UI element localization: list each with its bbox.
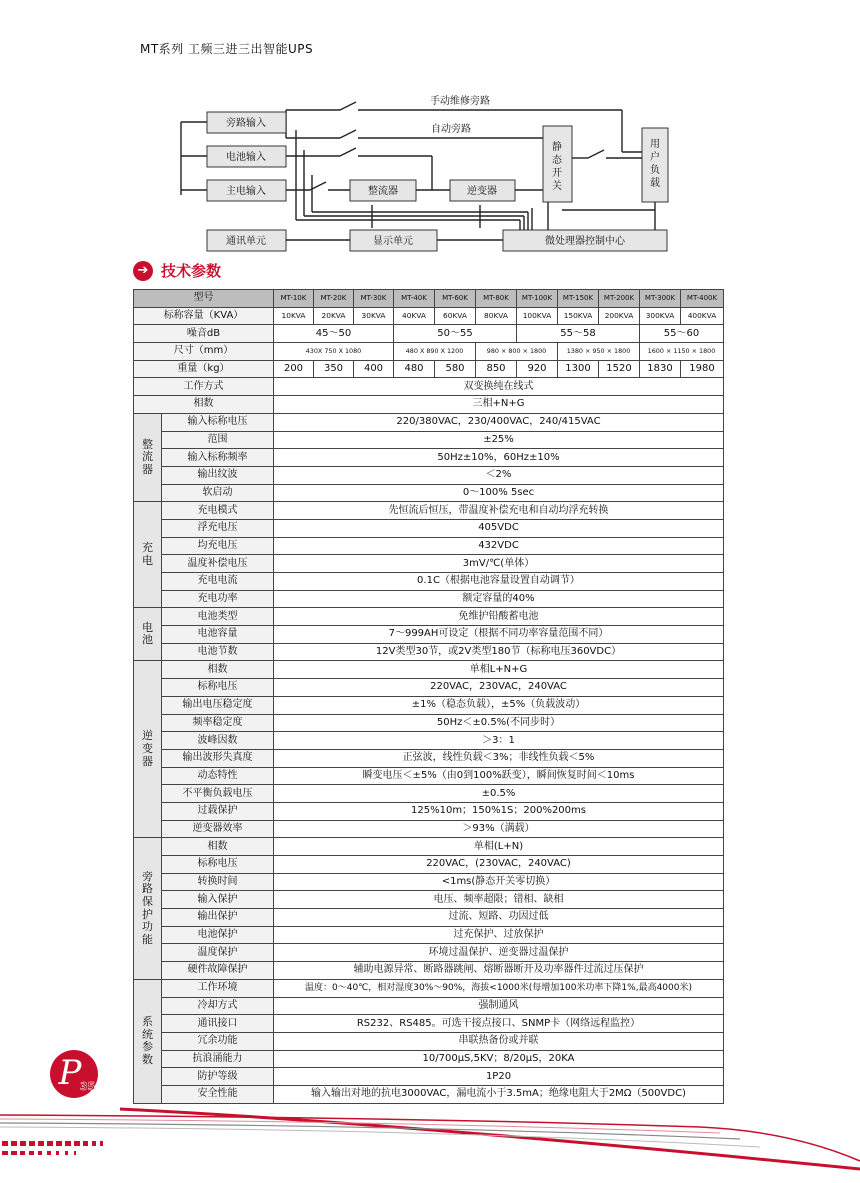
param-value: 温度：0～40℃，相对湿度30%～90%，海拔<1000米(每增加100米功率下降1%,最高4000米) (274, 979, 724, 997)
spec-row (134, 767, 724, 785)
capacity-cell: 300KVA (640, 307, 681, 325)
param-label: 不平衡负载电压 (162, 785, 274, 803)
param-value: 额定容量的40% (274, 590, 724, 608)
spec-row (134, 466, 724, 484)
param-label: 充电模式 (162, 502, 274, 520)
weight-cell: 400 (354, 360, 394, 378)
size-cell: 980 × 800 × 1800 (476, 343, 558, 361)
phase-label: 相数 (134, 396, 274, 414)
spec-row (134, 873, 724, 891)
weight-cell: 1520 (599, 360, 640, 378)
noise-cell: 50～55 (394, 325, 517, 343)
param-label: 相数 (162, 661, 274, 679)
noise-cell: 55～60 (640, 325, 724, 343)
weight-cell: 1300 (558, 360, 599, 378)
param-value: 免维护铅酸蓄电池 (274, 608, 724, 626)
param-value: ＞93%（满载） (274, 820, 724, 838)
main-input-label: 主电输入 (226, 186, 266, 197)
param-label: 输出保护 (162, 909, 274, 927)
size-label: 尺寸（mm） (134, 343, 274, 361)
model-cell: MT-80K (476, 290, 517, 308)
group-name: 旁路保护功能 (142, 869, 153, 946)
arrow-circle-icon: ➔ (133, 261, 153, 281)
param-value: RS232、RS485。可选干接点接口、SNMP卡（网络远程监控） (274, 1015, 724, 1033)
phase-value: 三相+N+G (274, 396, 724, 414)
section-header (133, 260, 221, 281)
spec-row (134, 749, 724, 767)
model-row (134, 290, 724, 308)
spec-table (133, 289, 724, 1104)
model-cell: MT-150K (558, 290, 599, 308)
param-value: 过流、短路、功因过低 (274, 909, 724, 927)
spec-row (134, 1085, 724, 1103)
param-label: 电池容量 (162, 626, 274, 644)
param-value: ±0.5% (274, 785, 724, 803)
static-switch-char: 开 (552, 168, 562, 179)
size-row (134, 343, 724, 361)
param-value: 3mV/℃(单体） (274, 555, 724, 573)
param-label: 输入标称电压 (162, 413, 274, 431)
work-mode-label: 工作方式 (134, 378, 274, 396)
spec-row (134, 573, 724, 591)
param-label: 充电电流 (162, 573, 274, 591)
param-label: 转换时间 (162, 873, 274, 891)
spec-row (134, 714, 724, 732)
group-name: 充电 (142, 541, 153, 567)
param-value: 单相L+N+G (274, 661, 724, 679)
model-cell: MT-30K (354, 290, 394, 308)
noise-cell: 45～50 (274, 325, 394, 343)
param-label: 安全性能 (162, 1085, 274, 1103)
param-label: 冷却方式 (162, 997, 274, 1015)
user-load-char: 负 (650, 165, 660, 176)
ups-block-diagram (0, 0, 860, 270)
param-value: 先恒流后恒压，带温度补偿充电和自动均浮充转换 (274, 502, 724, 520)
param-value: <1ms(静态开关零切换） (274, 873, 724, 891)
bottom-decoration (0, 1105, 860, 1183)
spec-row (134, 449, 724, 467)
param-value: 环境过温保护、逆变器过温保护 (274, 944, 724, 962)
model-cell: MT-60K (435, 290, 476, 308)
param-label: 动态特性 (162, 767, 274, 785)
spec-row (134, 856, 724, 874)
model-cell: MT-300K (640, 290, 681, 308)
display-unit-label: 显示单元 (373, 236, 413, 247)
weight-cell: 200 (274, 360, 314, 378)
param-label: 均充电压 (162, 537, 274, 555)
capacity-cell: 80KVA (476, 307, 517, 325)
param-value: 辅助电源异常、断路器跳闸、熔断器断开及功率器件过流过压保护 (274, 962, 724, 980)
param-value: 125%10m；150%1S；200%200ms (274, 802, 724, 820)
battery-input-label: 电池输入 (226, 152, 266, 163)
manual-bypass-label: 手动维修旁路 (430, 96, 490, 107)
weight-cell: 480 (394, 360, 435, 378)
weight-cell: 850 (476, 360, 517, 378)
user-load-char: 载 (650, 178, 660, 189)
group-name: 逆变器 (142, 729, 153, 768)
param-label: 输出电压稳定度 (162, 696, 274, 714)
model-cell: MT-100K (517, 290, 558, 308)
weight-row (134, 360, 724, 378)
capacity-row (134, 307, 724, 325)
param-label: 波峰因数 (162, 732, 274, 750)
param-label: 温度补偿电压 (162, 555, 274, 573)
capacity-cell: 20KVA (314, 307, 354, 325)
spec-row (134, 838, 724, 856)
spec-row (134, 661, 724, 679)
page-title: MT系列 工频三进三出智能UPS (140, 42, 314, 56)
svg-text:P: P (58, 1053, 82, 1093)
group-name: 整流器 (142, 437, 153, 476)
work-mode-row (134, 378, 724, 396)
param-value: 过充保护、过放保护 (274, 926, 724, 944)
param-label: 抗浪涌能力 (162, 1050, 274, 1068)
spec-row (134, 608, 724, 626)
comm-unit-label: 通讯单元 (226, 236, 266, 247)
spec-row (134, 732, 724, 750)
spec-row (134, 926, 724, 944)
param-value: 正弦波，线性负载＜3%；非线性负载＜5% (274, 749, 724, 767)
param-label: 标称电压 (162, 679, 274, 697)
size-cell: 480 X 890 X 1200 (394, 343, 476, 361)
rectifier-label: 整流器 (368, 186, 398, 197)
param-label: 过载保护 (162, 802, 274, 820)
spec-row (134, 1050, 724, 1068)
model-label: 型号 (134, 290, 274, 308)
param-value: 50Hz±10%，60Hz±10% (274, 449, 724, 467)
param-label: 输入保护 (162, 891, 274, 909)
param-label: 充电功率 (162, 590, 274, 608)
param-value: 电压、频率超限；错相、缺相 (274, 891, 724, 909)
param-label: 软启动 (162, 484, 274, 502)
capacity-cell: 40KVA (394, 307, 435, 325)
param-value: 432VDC (274, 537, 724, 555)
param-label: 逆变器效率 (162, 820, 274, 838)
param-value: 405VDC (274, 519, 724, 537)
weight-cell: 580 (435, 360, 476, 378)
capacity-cell: 200KVA (599, 307, 640, 325)
noise-label: 噪音dB (134, 325, 274, 343)
model-cell: MT-40K (394, 290, 435, 308)
param-value: 0～100% 5sec (274, 484, 724, 502)
weight-cell: 920 (517, 360, 558, 378)
capacity-cell: 30KVA (354, 307, 394, 325)
spec-row (134, 626, 724, 644)
param-label: 输入标称频率 (162, 449, 274, 467)
param-value: 瞬变电压＜±5%（由0到100%跃变），瞬间恢复时间＜10ms (274, 767, 724, 785)
spec-row (134, 891, 724, 909)
param-label: 防护等级 (162, 1068, 274, 1086)
spec-row (134, 519, 724, 537)
capacity-cell: 60KVA (435, 307, 476, 325)
param-label: 输出波形失真度 (162, 749, 274, 767)
spec-row (134, 997, 724, 1015)
group-label (134, 979, 162, 1103)
param-label: 温度保护 (162, 944, 274, 962)
brand-logo (48, 1048, 100, 1100)
spec-row (134, 1015, 724, 1033)
noise-row (134, 325, 724, 343)
spec-row (134, 555, 724, 573)
svg-text:35: 35 (80, 1080, 96, 1093)
param-value: 单相(L+N) (274, 838, 724, 856)
param-value: ＞3：1 (274, 732, 724, 750)
spec-row (134, 785, 724, 803)
size-cell: 430X 750 X 1080 (274, 343, 394, 361)
phase-row (134, 396, 724, 414)
param-value: 7～999AH可设定（根据不同功率容量范围不同） (274, 626, 724, 644)
param-label: 浮充电压 (162, 519, 274, 537)
group-name: 电池 (142, 620, 153, 647)
param-label: 相数 (162, 838, 274, 856)
weight-cell: 1830 (640, 360, 681, 378)
capacity-cell: 10KVA (274, 307, 314, 325)
spec-row (134, 909, 724, 927)
user-load-char: 用 (650, 139, 660, 150)
model-cell: MT-10K (274, 290, 314, 308)
spec-row (134, 413, 724, 431)
spec-row (134, 979, 724, 997)
spec-row (134, 679, 724, 697)
spec-row (134, 537, 724, 555)
param-value: 220VAC，(230VAC，240VAC) (274, 856, 724, 874)
model-cell: MT-200K (599, 290, 640, 308)
user-load-char: 户 (650, 152, 660, 163)
param-value: ±25% (274, 431, 724, 449)
capacity-label: 标称容量（KVA） (134, 307, 274, 325)
inverter-label: 逆变器 (467, 186, 497, 197)
param-value: ±1%（稳态负载），±5%（负载波动） (274, 696, 724, 714)
noise-cell: 55～58 (517, 325, 640, 343)
param-value: 220/380VAC，230/400VAC，240/415VAC (274, 413, 724, 431)
spec-row (134, 643, 724, 661)
spec-row (134, 820, 724, 838)
spec-row (134, 696, 724, 714)
size-cell: 1380 × 950 × 1800 (558, 343, 640, 361)
param-value: ＜2% (274, 466, 724, 484)
param-label: 电池保护 (162, 926, 274, 944)
capacity-cell: 150KVA (558, 307, 599, 325)
section-title: 技术参数 (161, 262, 222, 280)
model-cell: MT-20K (314, 290, 354, 308)
group-label (134, 838, 162, 980)
param-value: 12V类型30节，或2V类型180节（标称电压360VDC） (274, 643, 724, 661)
param-label: 电池类型 (162, 608, 274, 626)
group-label (134, 608, 162, 661)
spec-row (134, 944, 724, 962)
static-switch-char: 态 (552, 155, 562, 166)
param-label: 工作环境 (162, 979, 274, 997)
param-label: 输出纹波 (162, 466, 274, 484)
group-label (134, 661, 162, 838)
weight-cell: 1980 (681, 360, 724, 378)
spec-row (134, 484, 724, 502)
param-value: 50Hz＜±0.5%(不同步时） (274, 714, 724, 732)
spec-row (134, 1032, 724, 1050)
static-switch-char: 静 (552, 142, 562, 153)
bypass-input-label: 旁路输入 (226, 118, 266, 129)
model-cell: MT-400K (681, 290, 724, 308)
param-label: 标称电压 (162, 856, 274, 874)
work-mode-value: 双变换纯在线式 (274, 378, 724, 396)
weight-cell: 350 (314, 360, 354, 378)
spec-row (134, 431, 724, 449)
param-value: 0.1C（根据电池容量设置自动调节） (274, 573, 724, 591)
param-value: 强制通风 (274, 997, 724, 1015)
param-value: 串联热备份或并联 (274, 1032, 724, 1050)
static-switch-char: 关 (552, 181, 562, 192)
param-label: 电池节数 (162, 643, 274, 661)
param-label: 硬件故障保护 (162, 962, 274, 980)
spec-row (134, 802, 724, 820)
param-label: 通讯接口 (162, 1015, 274, 1033)
param-value: 输入输出对地的抗电3000VAC，漏电流小于3.5mA；绝缘电阻大于2MΩ（500VDC) (274, 1085, 724, 1103)
param-value: 220VAC，230VAC，240VAC (274, 679, 724, 697)
size-cell: 1600 × 1150 × 1800 (640, 343, 724, 361)
group-label (134, 413, 162, 501)
param-label: 冗余功能 (162, 1032, 274, 1050)
param-label: 频率稳定度 (162, 714, 274, 732)
spec-row (134, 1068, 724, 1086)
capacity-cell: 100KVA (517, 307, 558, 325)
spec-row (134, 502, 724, 520)
param-value: 1P20 (274, 1068, 724, 1086)
mcu-label: 微处理器控制中心 (545, 236, 625, 247)
spec-row (134, 590, 724, 608)
weight-label: 重量（kg） (134, 360, 274, 378)
group-name: 系统参数 (142, 1014, 153, 1066)
capacity-cell: 400KVA (681, 307, 724, 325)
auto-bypass-label: 自动旁路 (431, 124, 471, 135)
param-value: 10/700μS,5KV；8/20μS，20KA (274, 1050, 724, 1068)
param-label: 范围 (162, 431, 274, 449)
group-label (134, 502, 162, 608)
spec-row (134, 962, 724, 980)
